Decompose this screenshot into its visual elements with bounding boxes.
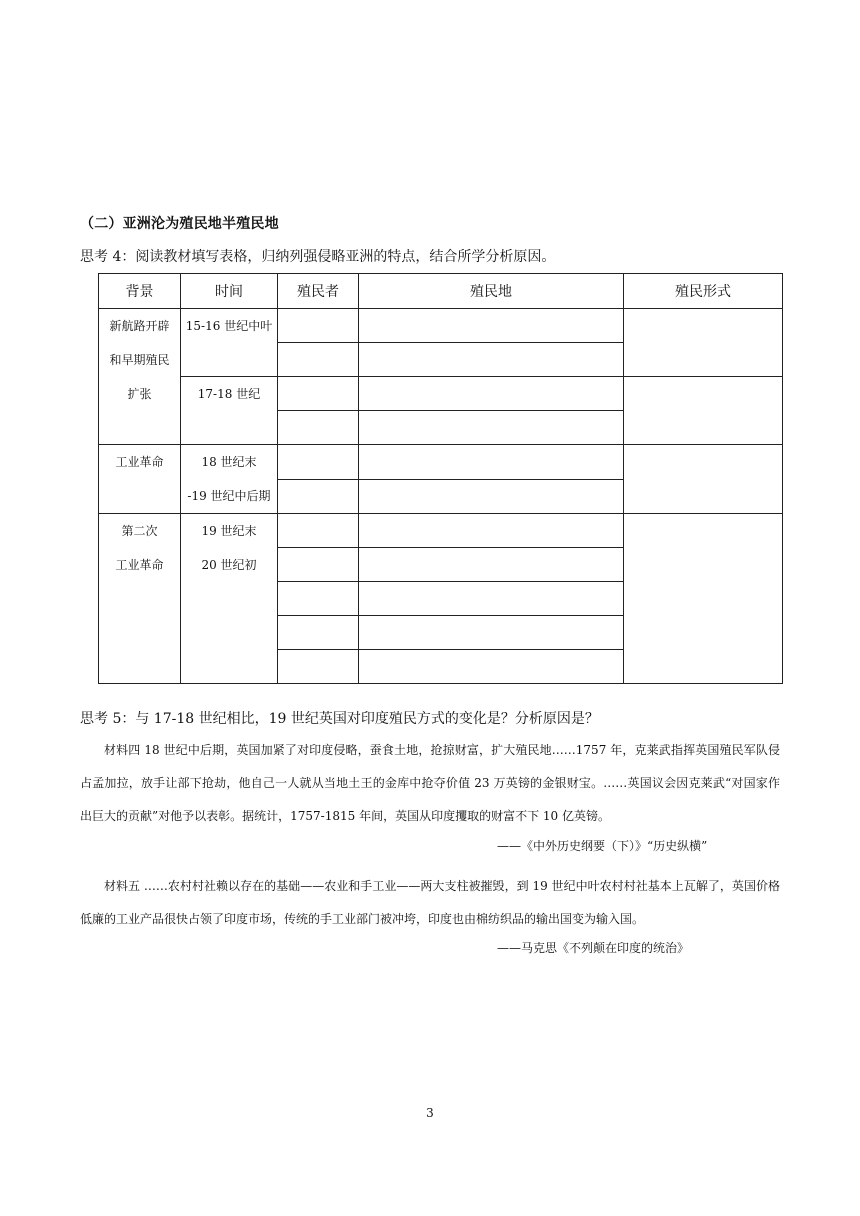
colony-blank-cell — [359, 309, 624, 343]
table-row — [99, 445, 783, 480]
background-line: 扩张 — [127, 387, 152, 401]
colony-blank-cell — [359, 343, 624, 377]
section-title: （二）亚洲沦为殖民地半殖民地 — [80, 216, 279, 232]
background-line: 工业革命 — [115, 455, 164, 469]
header-background: 背景 — [99, 274, 181, 309]
colonizer-blank-cell — [278, 309, 359, 343]
period-label: 17-18 世纪 — [197, 387, 261, 401]
table-header-row — [99, 274, 783, 309]
period-line: 20 世纪初 — [201, 558, 257, 572]
colony-blank-cell — [359, 650, 624, 684]
period-line: -19 世纪中后期 — [187, 489, 271, 503]
material-5-text: 材料五 ……农村村社赖以存在的基础——农业和手工业——两大支柱被摧毁，到 19 世纪中叶农村村社基本上瓦解了，英国价格低廉的工业产品很快占领了印度市场，传统的手工业部门被冲垮，印度也由棉纺织品的输出国变为输入国。 — [80, 879, 780, 926]
colonizer-blank-cell — [278, 445, 359, 480]
table-row — [99, 377, 783, 411]
question-4: 思考 4：阅读教材填写表格，归纳列强侵略亚洲的特点，结合所学分析原因。 — [80, 249, 556, 265]
colonizer-blank-cell — [278, 514, 359, 548]
header-colonizer: 殖民者 — [278, 274, 359, 309]
period-cell — [181, 309, 278, 377]
period-line: 18 世纪末 — [201, 455, 257, 469]
colony-blank-cell — [359, 411, 624, 445]
header-colony: 殖民地 — [359, 274, 624, 309]
colonizer-blank-cell — [278, 582, 359, 616]
form-blank-cell — [624, 445, 783, 514]
background-line: 第二次 — [121, 524, 158, 538]
material-4-source: ——《中外历史纲要（下）》“历史纵横” — [497, 839, 708, 853]
header-colonial-form: 殖民形式 — [624, 274, 783, 309]
colonizer-blank-cell — [278, 479, 359, 514]
form-blank-cell — [624, 377, 783, 445]
period-label: 15-16 世纪中叶 — [185, 319, 273, 333]
colonizer-blank-cell — [278, 377, 359, 411]
colonizer-blank-cell — [278, 650, 359, 684]
background-cell-industrial-revolution — [99, 445, 181, 514]
background-line: 和早期殖民 — [109, 353, 170, 367]
colonizer-blank-cell — [278, 616, 359, 650]
period-cell — [181, 445, 278, 514]
table-row — [99, 514, 783, 548]
material-5-source: ——马克思《不列颠在印度的统治》 — [497, 941, 690, 955]
colony-blank-cell — [359, 548, 624, 582]
colonizer-blank-cell — [278, 411, 359, 445]
colonizer-blank-cell — [278, 343, 359, 377]
background-cell-new-route — [99, 309, 181, 445]
header-time: 时间 — [181, 274, 278, 309]
period-line: 19 世纪末 — [201, 524, 257, 538]
background-line: 新航路开辟 — [109, 319, 170, 333]
colony-blank-cell — [359, 479, 624, 514]
form-blank-cell — [624, 514, 783, 684]
material-4-text: 材料四 18 世纪中后期，英国加紧了对印度侵略，蚕食土地，抢掠财富，扩大殖民地……1757 年，克莱武指挥英国殖民军队侵占孟加拉，放手让部下抢劫，他自己一人就从当地土王的金库中抢夺价值 23 万英镑的金银财宝。……英国议会因克莱武“对国家作出巨大的贡献”对他予以表彰。据统计，1757-1815 年间，英国从印度攫取的财富不下 10 亿英镑。 — [80, 743, 780, 823]
question-5: 思考 5：与 17-18 世纪相比，19 世纪英国对印度殖民方式的变化是？分析原因是？ — [80, 711, 599, 727]
colony-blank-cell — [359, 514, 624, 548]
colonization-table — [98, 273, 783, 684]
table-row — [99, 309, 783, 343]
colony-blank-cell — [359, 445, 624, 480]
period-cell — [181, 514, 278, 684]
form-blank-cell — [624, 309, 783, 377]
background-cell-second-industrial-revolution — [99, 514, 181, 684]
colony-blank-cell — [359, 582, 624, 616]
period-cell — [181, 377, 278, 445]
colonizer-blank-cell — [278, 548, 359, 582]
colony-blank-cell — [359, 616, 624, 650]
page-number: 3 — [426, 1106, 434, 1120]
colony-blank-cell — [359, 377, 624, 411]
background-line: 工业革命 — [115, 558, 164, 572]
